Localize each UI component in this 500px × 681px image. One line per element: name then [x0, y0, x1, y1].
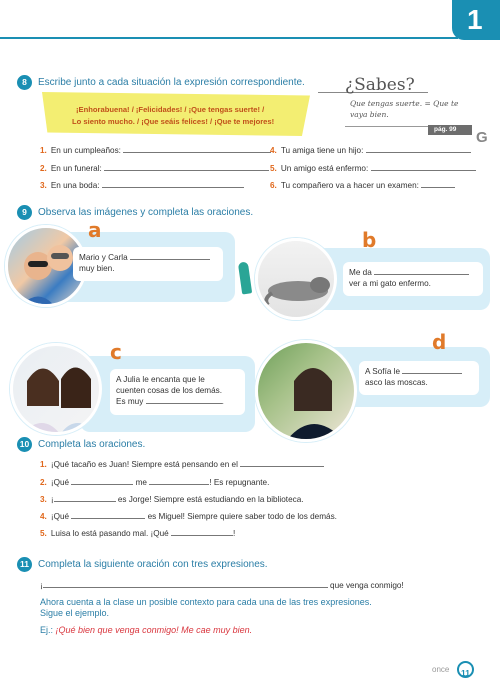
ex8-item-1: 1. En un cumpleaños:	[40, 145, 271, 155]
exercise-number-9: 9	[17, 205, 32, 220]
answer-line[interactable]	[130, 252, 210, 260]
answer-line[interactable]	[171, 528, 233, 536]
exercise-8-title: Escribe junto a cada situación la expresión correspondiente.	[38, 77, 305, 88]
photo-sick-cat	[255, 238, 337, 320]
page-number: 11	[457, 661, 474, 678]
sentence-c: A Julia le encanta que le cuenten cosas de los demás. Es muy .	[110, 369, 245, 415]
ex10-item-1: 1. ¡Qué tacaño es Juan! Siempre está pensando en el	[40, 459, 324, 469]
top-rule	[0, 37, 458, 39]
ex8-item-4: 4. Tu amiga tiene un hijo:	[270, 145, 471, 155]
expressions-line-2: Lo siento mucho. / ¡Que seáis felices! / ¡Que te mejores!	[72, 117, 275, 126]
ex8-item-2: 2. En un funeral:	[40, 163, 269, 173]
exercise-number-10: 10	[17, 437, 32, 452]
unit-number: 1	[467, 4, 483, 35]
ex8-item-3: 3. En una boda:	[40, 180, 244, 190]
ex11-instruction-1: Ahora cuenta a la clase un posible contexto para cada una de las tres expresiones.	[40, 597, 372, 607]
ex10-item-3: 3. ¡ es Jorge! Siempre está estudiando en la biblioteca.	[40, 495, 304, 504]
example-text: ¡Qué bien que venga conmigo! Me cae muy bien.	[55, 625, 253, 635]
answer-line[interactable]	[366, 145, 471, 153]
letter-c: c	[110, 340, 122, 364]
ex11-instruction-2: Sigue el ejemplo.	[40, 608, 110, 618]
answer-line[interactable]	[146, 396, 222, 404]
expressions-box	[42, 92, 310, 136]
ex10-item-4: 4. ¡Qué es Miguel! Siempre quiere saber todo de los demás.	[40, 512, 337, 521]
exercise-11-title: Completa la siguiente oración con tres expresiones.	[38, 559, 268, 570]
answer-line[interactable]	[149, 477, 209, 485]
ex11-example	[40, 625, 252, 635]
thermometer-icon	[238, 261, 252, 294]
letter-d: d	[432, 330, 447, 354]
page-ref-text: pág. 99	[434, 126, 457, 133]
sentence-b: Me da ver a mi gato enfermo.	[343, 262, 483, 296]
sabes-title: ¿Sabes?	[345, 75, 415, 95]
answer-line[interactable]	[240, 459, 324, 467]
exercise-number-8: 8	[17, 75, 32, 90]
g-letter: G	[476, 129, 488, 146]
answer-line[interactable]	[102, 180, 244, 188]
footer-word: once	[432, 665, 450, 674]
answer-line[interactable]	[71, 511, 145, 519]
ex8-item-5: 5. Un amigo está enfermo:	[270, 163, 476, 173]
ex10-item-2: 2. ¡Qué me ! Es repugnante.	[40, 478, 270, 487]
sentence-d: A Sofía le asco las moscas.	[359, 361, 479, 395]
expressions-line-1: ¡Enhorabuena! / ¡Felicidades! / ¡Que tengas suerte! /	[76, 105, 265, 114]
letter-a: a	[88, 218, 102, 242]
answer-line[interactable]	[54, 494, 116, 502]
answer-line[interactable]	[374, 267, 469, 275]
answer-line[interactable]	[123, 145, 271, 153]
exercise-9-title: Observa las imágenes y completa las oraciones.	[38, 207, 254, 218]
answer-line[interactable]	[104, 163, 269, 171]
photo-gossip-women	[10, 343, 102, 435]
page-ref-tag[interactable]	[428, 125, 472, 135]
answer-line[interactable]	[402, 366, 462, 374]
letter-b: b	[362, 228, 377, 252]
ex11-sentence: ¡ que venga conmigo!	[40, 581, 404, 590]
sabes-text-2: vaya bien.	[350, 110, 389, 119]
ex10-item-5: 5. Luisa lo está pasando mal. ¡Qué !	[40, 529, 236, 538]
ex8-item-6: 6. Tu compañero va a hacer un examen:	[270, 180, 455, 190]
photo-disgusted-woman	[255, 340, 357, 442]
answer-line[interactable]	[71, 477, 133, 485]
answer-line[interactable]	[371, 163, 476, 171]
exercise-10-title: Completa las oraciones.	[38, 439, 146, 450]
answer-line[interactable]	[43, 580, 328, 588]
sabes-text-1: Que tengas suerte. = Que te	[350, 99, 459, 108]
example-label: Ej.:	[40, 625, 54, 635]
exercise-number-11: 11	[17, 557, 32, 572]
unit-badge	[452, 0, 500, 40]
sentence-a: Mario y Carla muy bien.	[73, 247, 223, 281]
answer-line[interactable]	[421, 180, 455, 188]
